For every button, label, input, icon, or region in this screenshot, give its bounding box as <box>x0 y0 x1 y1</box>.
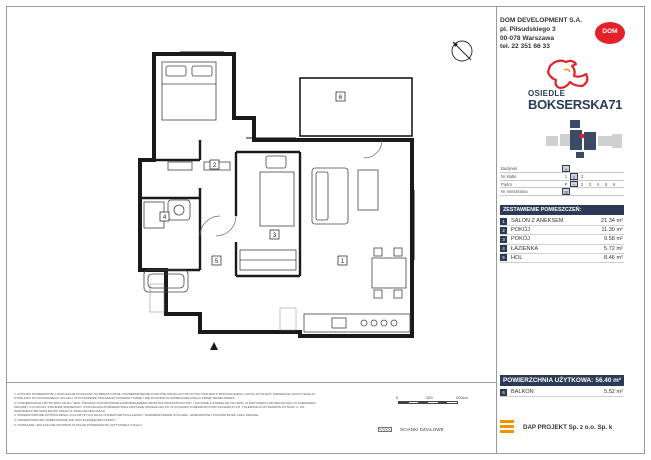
company-city: 00-078 Warszawa <box>500 34 555 42</box>
room-name: BALKON <box>511 389 534 395</box>
info-cell: 5 <box>604 181 608 187</box>
brand-line1: OSIEDLE <box>528 89 566 98</box>
brand-number: 71 <box>608 97 623 112</box>
key-plan-map <box>540 114 624 162</box>
room-area: 9.58 m² <box>604 236 623 243</box>
dap-logo-icon <box>500 420 514 434</box>
rooms-header: ZESTAWIENIE POMIESZCZEŃ: <box>500 205 624 215</box>
info-cell: 38 <box>563 190 569 196</box>
info-label: Nr mieszkania <box>501 189 528 195</box>
info-cell: 4 <box>596 181 600 187</box>
dom-logo <box>595 22 625 44</box>
room-area: 5.52 m² <box>604 389 623 395</box>
room-area: 11.30 m² <box>601 227 623 234</box>
floor-plan-drawing <box>120 40 440 360</box>
company-name: DOM DEVELOPMENT S.A. <box>500 17 583 24</box>
info-row <box>500 173 624 181</box>
info-cell: 3 <box>580 173 584 179</box>
info-cell: 2 <box>580 181 584 187</box>
disclaimer-paragraph: 5. PODDASZE / BALKON NIE WCHODZI W SKŁAD POWIERZCHNI UŻYTKOWEJ LOKALU. <box>14 422 143 427</box>
room-name: ŁAZIENKA <box>511 245 539 252</box>
info-row <box>500 188 624 196</box>
room-row <box>500 226 624 235</box>
company-street: pl. Piłsudskiego 3 <box>500 25 556 33</box>
room-area: 21.34 m² <box>600 218 623 225</box>
info-cell: 1 <box>570 181 578 188</box>
scale-bar-graphic <box>398 401 458 404</box>
info-label: Budynek <box>501 166 518 171</box>
info-label: Nr klatki <box>501 173 517 179</box>
room-label: 4 <box>162 215 167 221</box>
room-row <box>500 254 624 263</box>
room-name: HOL <box>511 254 523 261</box>
hatch-swatch-icon <box>378 427 392 432</box>
scale-bar <box>394 395 474 409</box>
room-name: POKÓJ <box>511 227 530 234</box>
disclaimer-text <box>14 392 319 427</box>
disclaimer-paragraph: 3. PRZEDSTAWIONE WYKOŃCZENIA I KOLORYSTYKA MAJĄ CHARAKTER POGLĄDOWY. ROZMIESZCZENIE STOLARKI, GRZEJNIKÓW I PIONÓW MOŻE ULEC ZMIANIE. <box>14 413 260 418</box>
horizontal-divider <box>6 382 496 383</box>
info-row <box>500 165 624 173</box>
total-area-label: POWIERZCHNIA UŻYTKOWA: <box>503 377 594 384</box>
entrance-arrow-icon <box>210 342 218 350</box>
room-row <box>500 235 624 244</box>
info-cell: 1 <box>564 173 568 179</box>
room-number: 6 <box>500 389 507 396</box>
room-area: 5.72 m² <box>604 245 623 252</box>
room-number: 2 <box>500 227 507 234</box>
total-area-value: 56.40 m² <box>595 377 621 384</box>
room-area: 8.46 m² <box>604 254 623 261</box>
room-name: SALON Z ANEKSEM <box>511 218 564 225</box>
total-area-bar <box>500 375 624 386</box>
room-row <box>500 245 624 254</box>
vertical-divider <box>496 6 497 454</box>
room-label: 5 <box>214 259 219 265</box>
info-label: Piętro <box>501 181 512 187</box>
room-label: 2 <box>212 163 217 169</box>
legend-partition-walls <box>378 427 444 432</box>
room-name: POKÓJ <box>511 236 530 243</box>
info-cell: 6 <box>612 181 616 187</box>
disclaimer-paragraph: 1. RYSUNKI POWIERZCHNI LOKALIZACJE POKAZANO SCHEMATYCZNIE. ROZMIESZCZENIE PUNKTÓW INSTALACYJNYCH WG PROJEKTU BUDOWLANEGO. MOGĄ WYSTĄPIĆ NIEWIELKIE ODCHYLENIA W STOSUNKU DO POKAZANEGO UKŁADU. WYPOSAŻENIE POKAZANO SCHEMATYCZNIE I NIE WCHODZI W ZAKRES REALIZACJI PRZEZ DEWELOPERA. <box>14 392 315 401</box>
info-cell: 3 <box>588 181 592 187</box>
company-address <box>500 17 582 52</box>
company-phone: tel. 22 351 66 33 <box>500 43 550 51</box>
info-cell: 2 <box>570 173 578 180</box>
architect-name: DAP PROJEKT Sp. z o.o. Sp. k <box>523 423 613 431</box>
room-number: 1 <box>500 218 507 225</box>
scale-label: 100 <box>426 395 433 400</box>
legend-label: ŚCIANKI DZIAŁOWE <box>400 427 444 432</box>
scale-label: 0 <box>396 395 399 400</box>
apartment-info-table <box>500 165 624 196</box>
room-row <box>500 217 624 226</box>
room-number: 5 <box>500 254 507 261</box>
balcony-row <box>500 388 624 397</box>
disclaimer-paragraph: 4. PRZEDSTAWIONE UMEBLOWANIE NIE JEST ELEMENTEM OFERTY. <box>14 418 117 423</box>
room-number: 3 <box>500 236 507 243</box>
dom-logo-text: DOM <box>602 28 618 35</box>
north-arrow-icon <box>449 38 475 64</box>
info-row <box>500 181 624 189</box>
disclaimer-paragraph: 2. POWIERZCHNIA UŻYTKOWA LOKALU JEST PODANA NA PODSTAWIE ROZPORZĄDZENIA MINISTRA INFRASTRUKTURY I ZGODNIE Z NORMĄ PN-ISO 9836. W PRZYPADKU SZCZEGÓŁOWYCH ZAMIERZEŃ PROSIMY O KONTAKT Z BIUREM SPRZEDAŻY. OSTATECZNA POWIERZCHNIA ZOSTANIE OKREŚLONA PO WYKONANIU POMIARÓW POWYKONAWCZYCH. TOLERANCJA WYMIARÓW WYNOSI +/- 3%. ZASTRZEGA SIĘ MOŻLIWOŚĆ ZMIAN W TRAKCIE REALIZACJI. <box>14 400 316 413</box>
info-cell: P <box>564 181 568 187</box>
room-number: 4 <box>500 245 507 252</box>
scale-label: 200cm <box>456 395 469 400</box>
room-label: 1 <box>340 259 345 265</box>
rooms-list <box>500 217 624 263</box>
brand-name: BOKSERSKA <box>528 97 609 112</box>
brand-line2 <box>528 97 622 112</box>
room-label: 3 <box>272 233 277 239</box>
info-cell: A <box>562 165 570 172</box>
room-label: 6 <box>338 95 343 101</box>
architect-block <box>500 420 612 434</box>
